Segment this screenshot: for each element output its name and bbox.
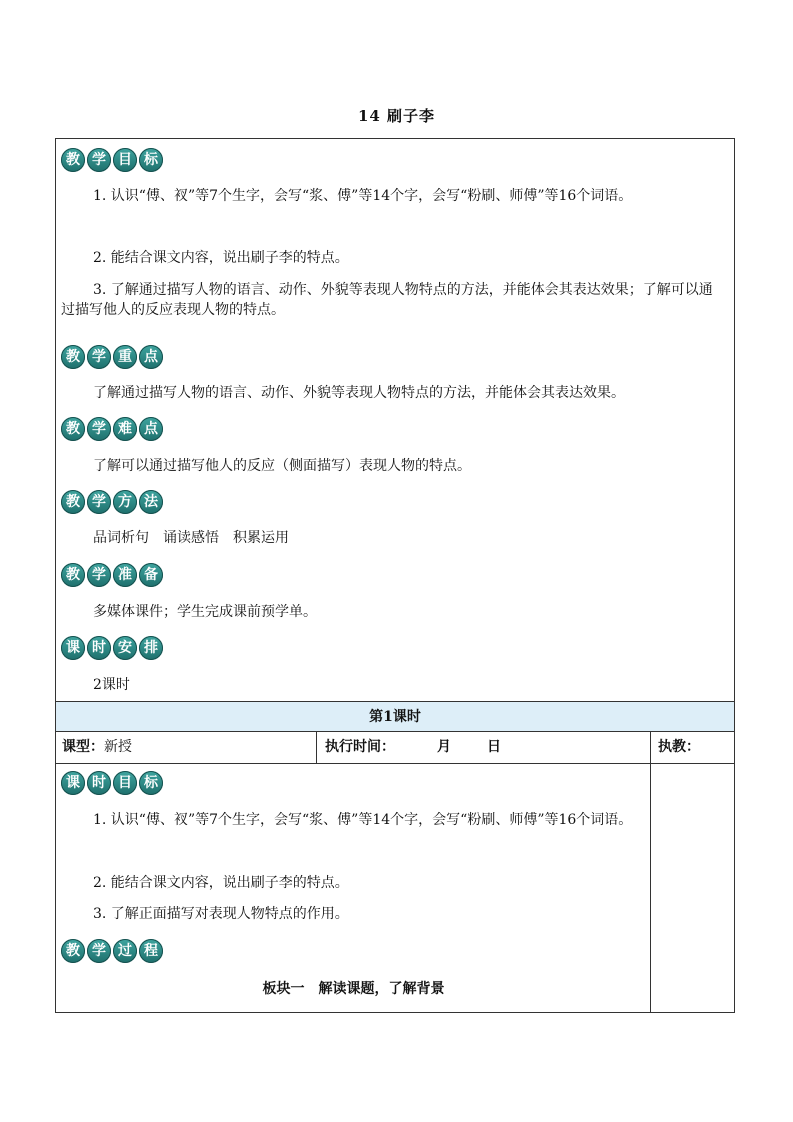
badge-char: 教: [61, 417, 85, 441]
preparation-text: 多媒体课件；学生完成课前预学单。: [93, 604, 317, 620]
difficulties-text: 了解可以通过描写他人的反应（侧面描写）表现人物的特点。: [93, 458, 471, 474]
badge-char: 标: [139, 771, 163, 795]
badge-char: 准: [113, 563, 137, 587]
badge-char: 重: [113, 345, 137, 369]
key-points-text: 了解通过描写人物的语言、动作、外貌等表现人物特点的方法，并能体会其表达效果。: [93, 385, 625, 401]
lesson-goal-item-2: 2. 能结合课文内容，说出刷子李的特点。: [93, 875, 349, 891]
badge-char: 安: [113, 636, 137, 660]
badge-char: 时: [87, 771, 111, 795]
lesson-hour-content: [55, 763, 735, 1013]
lesson-type: [62, 731, 132, 763]
badge-char: 教: [61, 148, 85, 172]
badge-char: 法: [139, 490, 163, 514]
lesson-goal-item-3: 3. 了解正面描写对表现人物特点的作用。: [93, 906, 349, 922]
page-title: 14 刷子李: [357, 107, 436, 125]
badge-char: 学: [87, 417, 111, 441]
section-heading-preparation: [61, 563, 163, 587]
section-heading-difficulties: [61, 417, 163, 441]
badge-char: 学: [87, 148, 111, 172]
methods-text: 品词析句 诵读感悟 积累运用: [93, 530, 289, 546]
goal-item-1: 1. 认识“傅、衩”等7个生字，会写“浆、傅”等14个字，会写“粉刷、师傅”等16个词语。: [93, 188, 633, 204]
month-label: 月: [437, 739, 451, 755]
section-heading-methods: [61, 490, 163, 514]
badge-char: 教: [61, 939, 85, 963]
lesson-hour-header: 第1课时: [55, 701, 735, 732]
badge-char: 难: [113, 417, 137, 441]
badge-char: 教: [61, 490, 85, 514]
badge-char: 教: [61, 563, 85, 587]
goal-item-2: 2. 能结合课文内容，说出刷子李的特点。: [93, 250, 349, 266]
badge-char: 课: [61, 771, 85, 795]
teacher-label: 执教：: [658, 739, 700, 755]
section-heading-schedule: [61, 636, 163, 660]
block-title: 板块一 解读课题，了解背景: [262, 981, 445, 997]
badge-char: 学: [87, 939, 111, 963]
goal-item-3: 3. 了解通过描写人物的语言、动作、外貌等表现人物特点的方法，并能体会其表达效果；了解可以通过描写他人的反应表现人物的特点。: [61, 282, 713, 318]
divider: [316, 731, 317, 763]
badge-char: 标: [139, 148, 163, 172]
badge-char: 目: [113, 771, 137, 795]
badge-char: 学: [87, 490, 111, 514]
badge-char: 点: [139, 345, 163, 369]
section-heading-key-points: [61, 345, 163, 369]
badge-char: 备: [139, 563, 163, 587]
section-heading-goals: [61, 148, 163, 172]
execution-time: [325, 731, 395, 763]
schedule-text: 2课时: [93, 677, 130, 693]
badge-char: 过: [113, 939, 137, 963]
badge-char: 目: [113, 148, 137, 172]
divider: [650, 763, 651, 1012]
lesson-goal-item-1: 1. 认识“傅、衩”等7个生字，会写“浆、傅”等14个字，会写“粉刷、师傅”等16个词语。: [93, 812, 633, 828]
badge-char: 学: [87, 345, 111, 369]
lesson-type-value: 新授: [104, 739, 132, 755]
day-label: 日: [487, 739, 501, 755]
badge-char: 时: [87, 636, 111, 660]
execution-time-label: 执行时间：: [325, 739, 395, 755]
badge-char: 方: [113, 490, 137, 514]
badge-char: 教: [61, 345, 85, 369]
divider: [650, 731, 651, 763]
badge-char: 学: [87, 563, 111, 587]
badge-char: 课: [61, 636, 85, 660]
section-heading-lesson-goals: [61, 771, 163, 795]
badge-char: 排: [139, 636, 163, 660]
section-heading-process: [61, 939, 163, 963]
lesson-type-label: 课型：: [62, 739, 104, 755]
lesson-plan-overview: [55, 138, 735, 702]
badge-char: 点: [139, 417, 163, 441]
badge-char: 程: [139, 939, 163, 963]
lesson-meta-row: [55, 731, 735, 764]
